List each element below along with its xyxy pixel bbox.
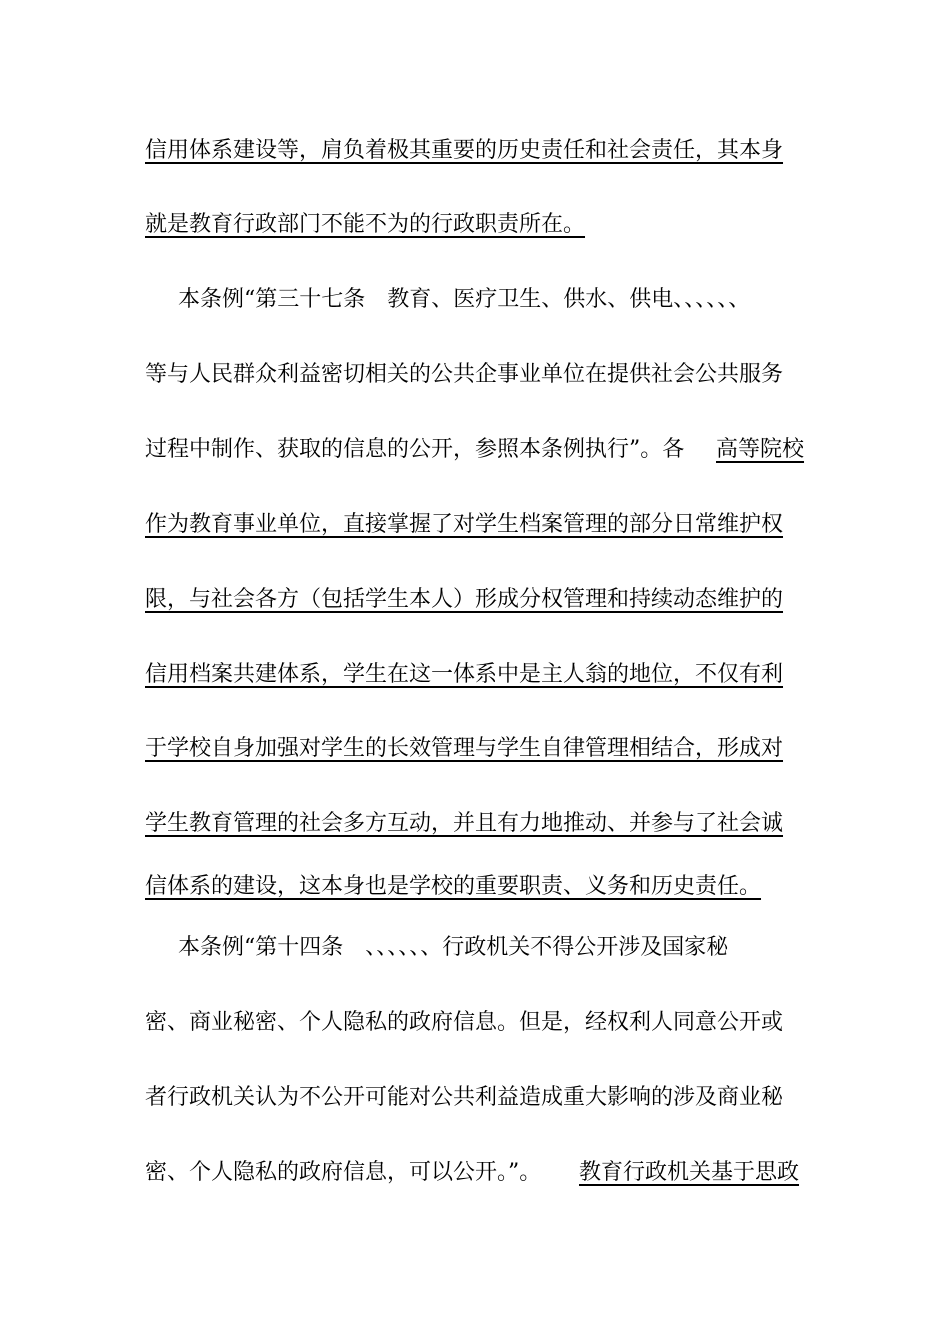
text-segment: 者行政机关认为不公开可能对公共利益造成重大影响的涉及商业秘 [145, 1085, 784, 1110]
text-segment: 信用体系建设等，肩负着极其重要的历史责任和社会责任，其本身 [145, 138, 784, 163]
text-line [0, 505, 950, 545]
text-segment: 学生教育管理的社会多方互动，并且有力地推动、并参与了社会诚 [145, 811, 784, 836]
text-line [0, 804, 950, 844]
text-line [0, 1078, 950, 1118]
text-segment: 本条例“第十四条 、、、、、、行政机关不得公开涉及国家秘 [178, 935, 729, 960]
text-line [0, 867, 950, 907]
text-segment: 本条例“第三十七条 教育、医疗卫生、供水、供电、、、、、、 [178, 287, 751, 312]
text-segment: 高等院校 [716, 437, 805, 462]
text-segment: 密、个人隐私的政府信息，可以公开。”。 [145, 1160, 542, 1185]
text-segment: 等与人民群众利益密切相关的公共企事业单位在提供社会公共服务 [145, 362, 784, 387]
text-segment: 于学校自身加强对学生的长效管理与学生自律管理相结合，形成对 [145, 736, 784, 761]
text-segment: 作为教育事业单位，直接掌握了对学生档案管理的部分日常维护权 [145, 512, 784, 537]
text-line [0, 1003, 950, 1043]
text-segment: 就是教育行政部门不能不为的行政职责所在。 [145, 212, 586, 237]
text-line [0, 205, 950, 245]
text-line [0, 1153, 950, 1193]
text-segment: 限，与社会各方（包括学生本人）形成分权管理和持续动态维护的 [145, 587, 784, 612]
text-line [0, 131, 950, 171]
text-segment: 信体系的建设，这本身也是学校的重要职责、义务和历史责任。 [145, 874, 762, 899]
text-line [0, 655, 950, 695]
text-segment: 密、商业秘密、个人隐私的政府信息。但是，经权利人同意公开或 [145, 1010, 784, 1035]
text-segment: 信用档案共建体系，学生在这一体系中是主人翁的地位，不仅有利 [145, 662, 784, 687]
text-line [0, 580, 950, 620]
text-line [0, 729, 950, 769]
text-segment: 教育行政机关基于思政 [579, 1160, 800, 1185]
text-segment: 过程中制作、获取的信息的公开，参照本条例执行”。各 [145, 437, 685, 462]
text-line [0, 355, 950, 395]
text-line [0, 280, 950, 320]
text-line [0, 928, 950, 968]
text-line [0, 430, 950, 470]
